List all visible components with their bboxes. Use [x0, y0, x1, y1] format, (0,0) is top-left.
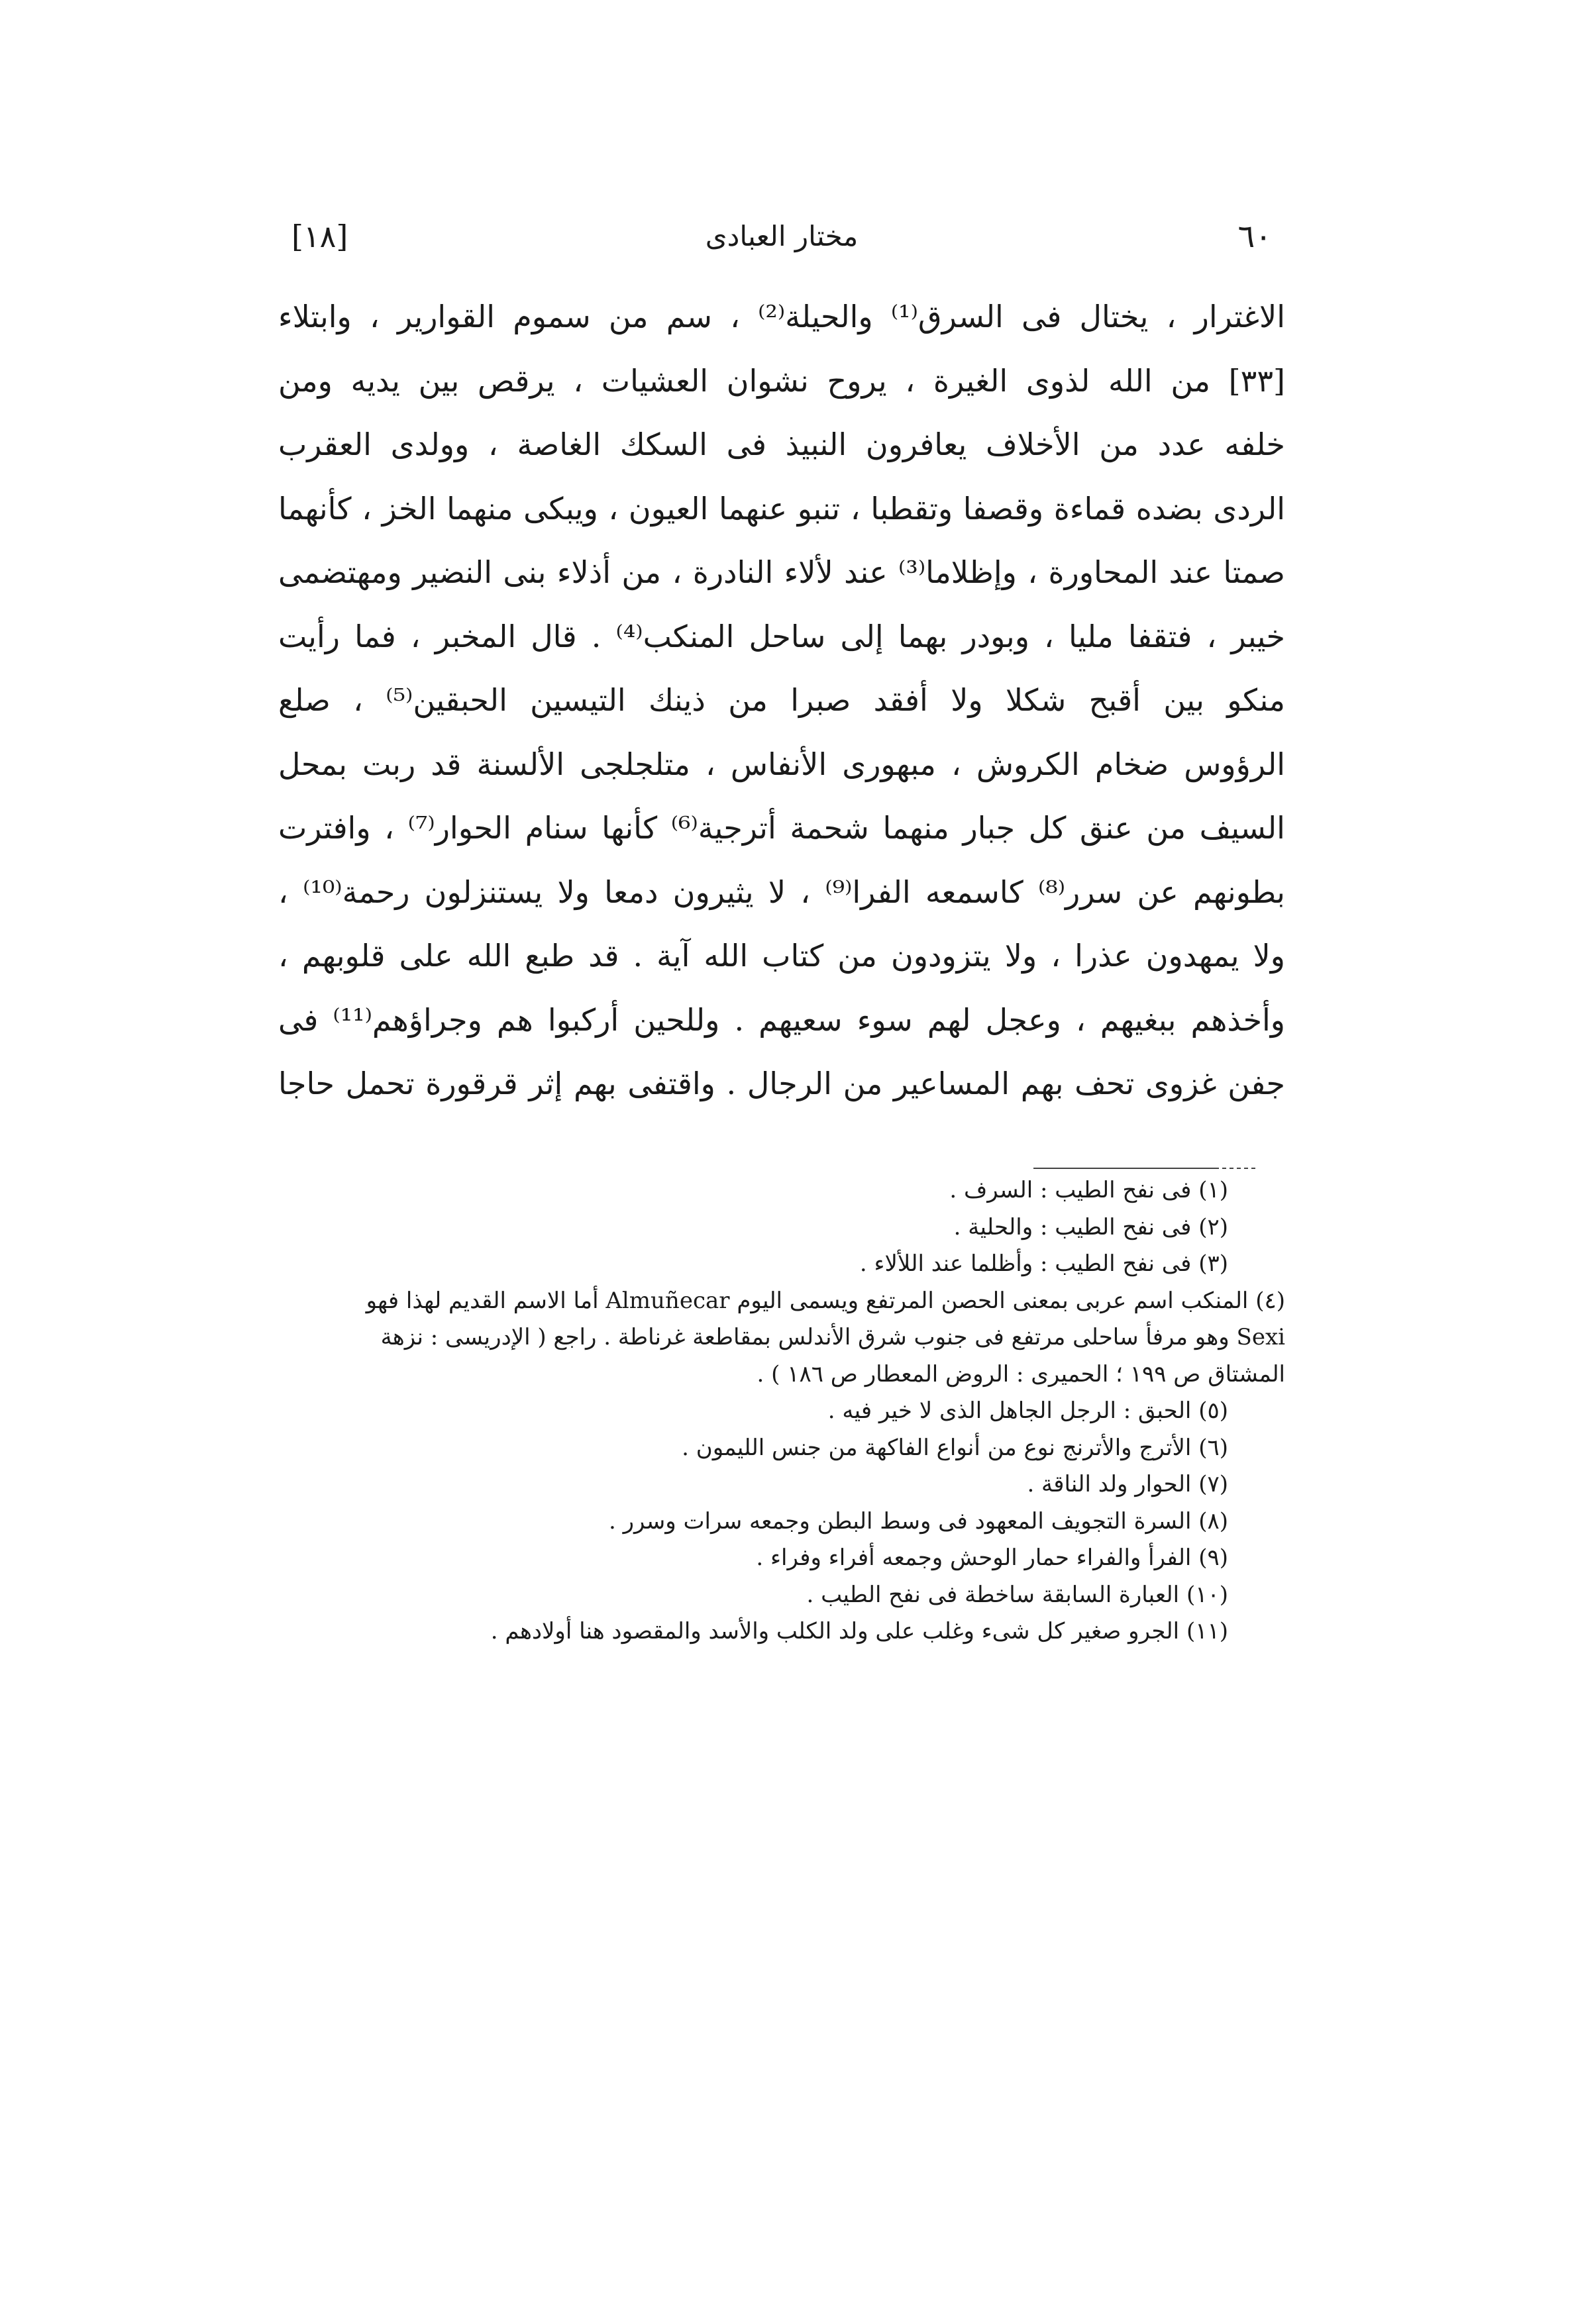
footnote-number: (١): [1198, 1177, 1228, 1203]
footnote: [278, 1430, 1285, 1467]
footnote-text: فى نفح الطيب : وأظلما عند اللألاء .: [859, 1250, 1192, 1277]
footnote-text: العبارة السابقة ساخطة فى نفح الطيب .: [806, 1581, 1180, 1608]
footnote-number: (٣): [1198, 1250, 1228, 1277]
footnote: [278, 1540, 1285, 1577]
text-line: الاغترار ، يختال فى السرق⁽¹⁾ والحيلة⁽²⁾ ، سم من سموم القوارير ، وابتلاء: [278, 299, 1285, 334]
footnote-continuation: [278, 1356, 1285, 1393]
text-line: [٣٣] من الله لذوى الغيرة ، يروح نشوان العشيات ، يرقص بين يديه ومن: [278, 362, 1285, 399]
footnote-number: (٧): [1198, 1471, 1228, 1497]
footnote-text: المنكب اسم عربى بمعنى الحصن المرتفع ويسمى اليوم Almuñecar أما الاسم القديم لهذا فهو: [366, 1287, 1249, 1314]
footnote-text: Sexi وهو مرفأ ساحلى مرتفع فى جنوب شرق الأندلس بمقاطعة غرناطة . راجع ( الإدريسى : نزهة: [380, 1324, 1285, 1350]
footnote: [278, 1393, 1285, 1430]
footnote-text: الجرو صغير كل شىء وغلب على ولد الكلب والأسد والمقصود هنا أولادهم .: [490, 1618, 1180, 1644]
footnote-continuation: [278, 1319, 1285, 1356]
section-number: [١٨]: [291, 219, 348, 254]
footnote-text: الفرأ والفراء حمار الوحش وجمعه أفراء وفراء .: [756, 1544, 1192, 1571]
footnote-text: فى نفح الطيب : السرف .: [949, 1177, 1192, 1203]
footnote: [278, 1172, 1285, 1209]
footnote-number: (٩): [1198, 1544, 1228, 1571]
text-line: الردى بضده قماءة وقصفا وتقطبا ، تنبو عنهما العيون ، ويبكى منهما الخز ، كأنهما: [278, 490, 1285, 527]
footnote-text: فى نفح الطيب : والحلية .: [953, 1213, 1192, 1240]
text-line: ولا يمهدون عذرا ، ولا يتزودون من كتاب الله آية . قد طبع الله على قلوبهم ،: [278, 938, 1285, 974]
footnote-text: السرة التجويف المعهود فى وسط البطن وجمعه سرات وسرر .: [609, 1507, 1192, 1535]
text-line: خيبر ، فتقفا مليا ، وبودر بهما إلى ساحل المنكب⁽⁴⁾ . قال المخبر ، فما رأيت: [278, 618, 1285, 654]
footnote: [278, 1613, 1285, 1650]
footnote-separator: [1033, 1168, 1219, 1169]
text-line: صمتا عند المحاورة ، وإظلاما⁽³⁾ عند لألاء النادرة ، من أذلاء بنى النضير ومهتضمى: [278, 554, 1285, 590]
footnote: [278, 1209, 1285, 1246]
text-line: السيف من عنق كل جبار منهما شحمة أترجية⁽⁶⁾ كأنها سنام الحوار⁽⁷⁾ ، وافترت: [278, 810, 1285, 846]
footnotes: [278, 1172, 1285, 1650]
footnote-text: الأترج والأترنج نوع من أنواع الفاكهة من جنس الليمون .: [682, 1434, 1192, 1461]
footnote-separator-dash: [1222, 1168, 1255, 1169]
footnote-number: (١٠): [1186, 1581, 1228, 1608]
footnote-text: الحبق : الرجل الجاهل الذى لا خير فيه .: [827, 1397, 1192, 1424]
footnote-number: (٤): [1255, 1287, 1285, 1314]
text-line: بطونهم عن سرر⁽⁸⁾ كاسمعه الفرا⁽⁹⁾ ، لا يثيرون دمعا ولا يستنزلون رحمة⁽¹⁰⁾ ،: [278, 874, 1285, 910]
text-line: وأخذهم ببغيهم ، وعجل لهم سوء سعيهم . وللحين أركبوا هم وجراؤهم⁽¹¹⁾ فى: [278, 1001, 1285, 1038]
footnote-number: (٢): [1198, 1213, 1228, 1240]
footnote: [278, 1283, 1285, 1320]
page-number: ٦٠: [1237, 218, 1272, 255]
running-title: مختار العبادى: [705, 220, 859, 252]
text-line: جفن غزوى تحف بهم المساعير من الرجال . واقتفى بهم إثر قرقورة تحمل حاجا: [278, 1066, 1285, 1101]
text-line: خلفه عدد من الأخلاف يعافرون النبيذ فى السكك الغاصة ، وولدى العقرب: [278, 427, 1285, 462]
footnote: [278, 1577, 1285, 1614]
footnote-text: المشتاق ص ١٩٩ ؛ الحميرى : الروض المعطار ص ١٨٦ ) .: [757, 1360, 1285, 1388]
text-line: منكو بين أقبح شكلا ولا أفقد صبرا من ذينك التيسين الحبقين⁽⁵⁾ ، صلع: [278, 682, 1285, 718]
footnote: [278, 1246, 1285, 1283]
footnote-number: (٥): [1198, 1397, 1228, 1424]
footnote: [278, 1503, 1285, 1541]
footnote-number: (٦): [1198, 1434, 1228, 1461]
text-line: الرؤوس ضخام الكروش ، مبهورى الأنفاس ، متلجلجى الألسنة قد ربت بمحل: [278, 746, 1285, 782]
running-head: [291, 213, 1272, 260]
main-text: [278, 285, 1285, 1116]
footnote-text: الحوار ولد الناقة .: [1027, 1471, 1192, 1497]
footnote: [278, 1466, 1285, 1503]
footnote-number: (١١): [1186, 1618, 1228, 1644]
footnote-number: (٨): [1198, 1507, 1228, 1535]
